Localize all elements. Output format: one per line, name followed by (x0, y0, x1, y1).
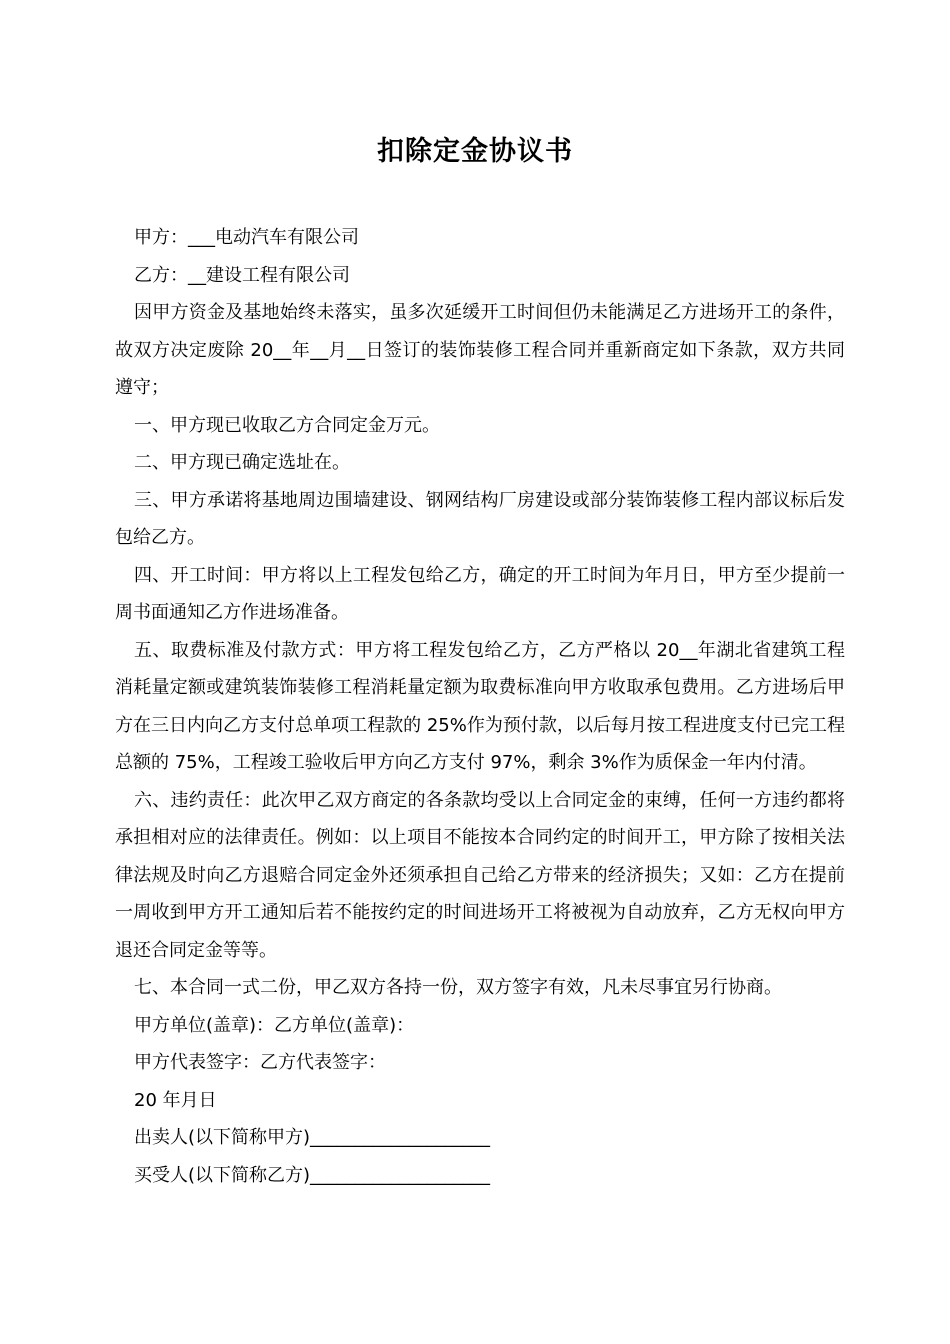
document-title: 扣除定金协议书 (377, 136, 573, 167)
clause-6: 六、违约责任：此次甲乙双方商定的各条款均受以上合同定金的束缚，任何一方违约都将承担相对应的法律责任。例如：以上项目不能按本合同约定的时间开工，甲方除了按相关法律法规及时向乙方退赔合同定金外还须承担自己给乙方带来的经济损失；又如：乙方在提前一周收到甲方开工通知后若不能按约定的时间进场开工将被视为自动放弃，乙方无权向甲方退还合同定金等等。 (115, 789, 845, 961)
clause-3: 三、甲方承诺将基地周边围墙建设、钢网结构厂房建设或部分装饰装修工程内部议标后发包给乙方。 (115, 489, 845, 548)
document-body (115, 219, 845, 1194)
seal-line: 甲方单位(盖章)：乙方单位(盖章)： (134, 1014, 415, 1036)
seller-line: 出卖人(以下简称甲方)____________________ (134, 1127, 491, 1148)
signature-line: 甲方代表签字：乙方代表签字： (134, 1052, 386, 1073)
clause-4: 四、开工时间：甲方将以上工程发包给乙方，确定的开工时间为年月日，甲方至少提前一周书面通知乙方作进场准备。 (115, 564, 845, 623)
preamble-paragraph: 因甲方资金及基地始终未落实，虽多次延缓开工时间但仍未能满足乙方进场开工的条件，故双方决定废除 20__年__月__日签订的装饰装修工程合同并重新商定如下条款，双方共同遵守； (115, 302, 845, 398)
clause-1: 一、甲方现已收取乙方合同定金万元。 (134, 414, 440, 436)
party-a-line: 甲方：___电动汽车有限公司 (134, 227, 359, 248)
clause-2: 二、甲方现已确定选址在。 (134, 452, 350, 473)
clause-5: 五、取费标准及付款方式：甲方将工程发包给乙方，乙方严格以 20__年湖北省建筑工程消耗量定额或建筑装饰装修工程消耗量定额为取费标准向甲方收取承包费用。乙方进场后甲方在三日内向乙方支付总单项工程款的 25%作为预付款，以后每月按工程进度支付已完工程总额的 75%，工程竣工验收后甲方向乙方支付 97%，剩余 3%作为质保金一年内付清。 (115, 639, 845, 773)
buyer-line: 买受人(以下简称乙方)____________________ (134, 1164, 491, 1186)
date-line: 20 年月日 (134, 1089, 217, 1111)
clause-7: 七、本合同一式二份，甲乙双方各持一份，双方签字有效，凡未尽事宜另行协商。 (134, 977, 782, 998)
party-b-line: 乙方：__建设工程有限公司 (134, 264, 350, 286)
